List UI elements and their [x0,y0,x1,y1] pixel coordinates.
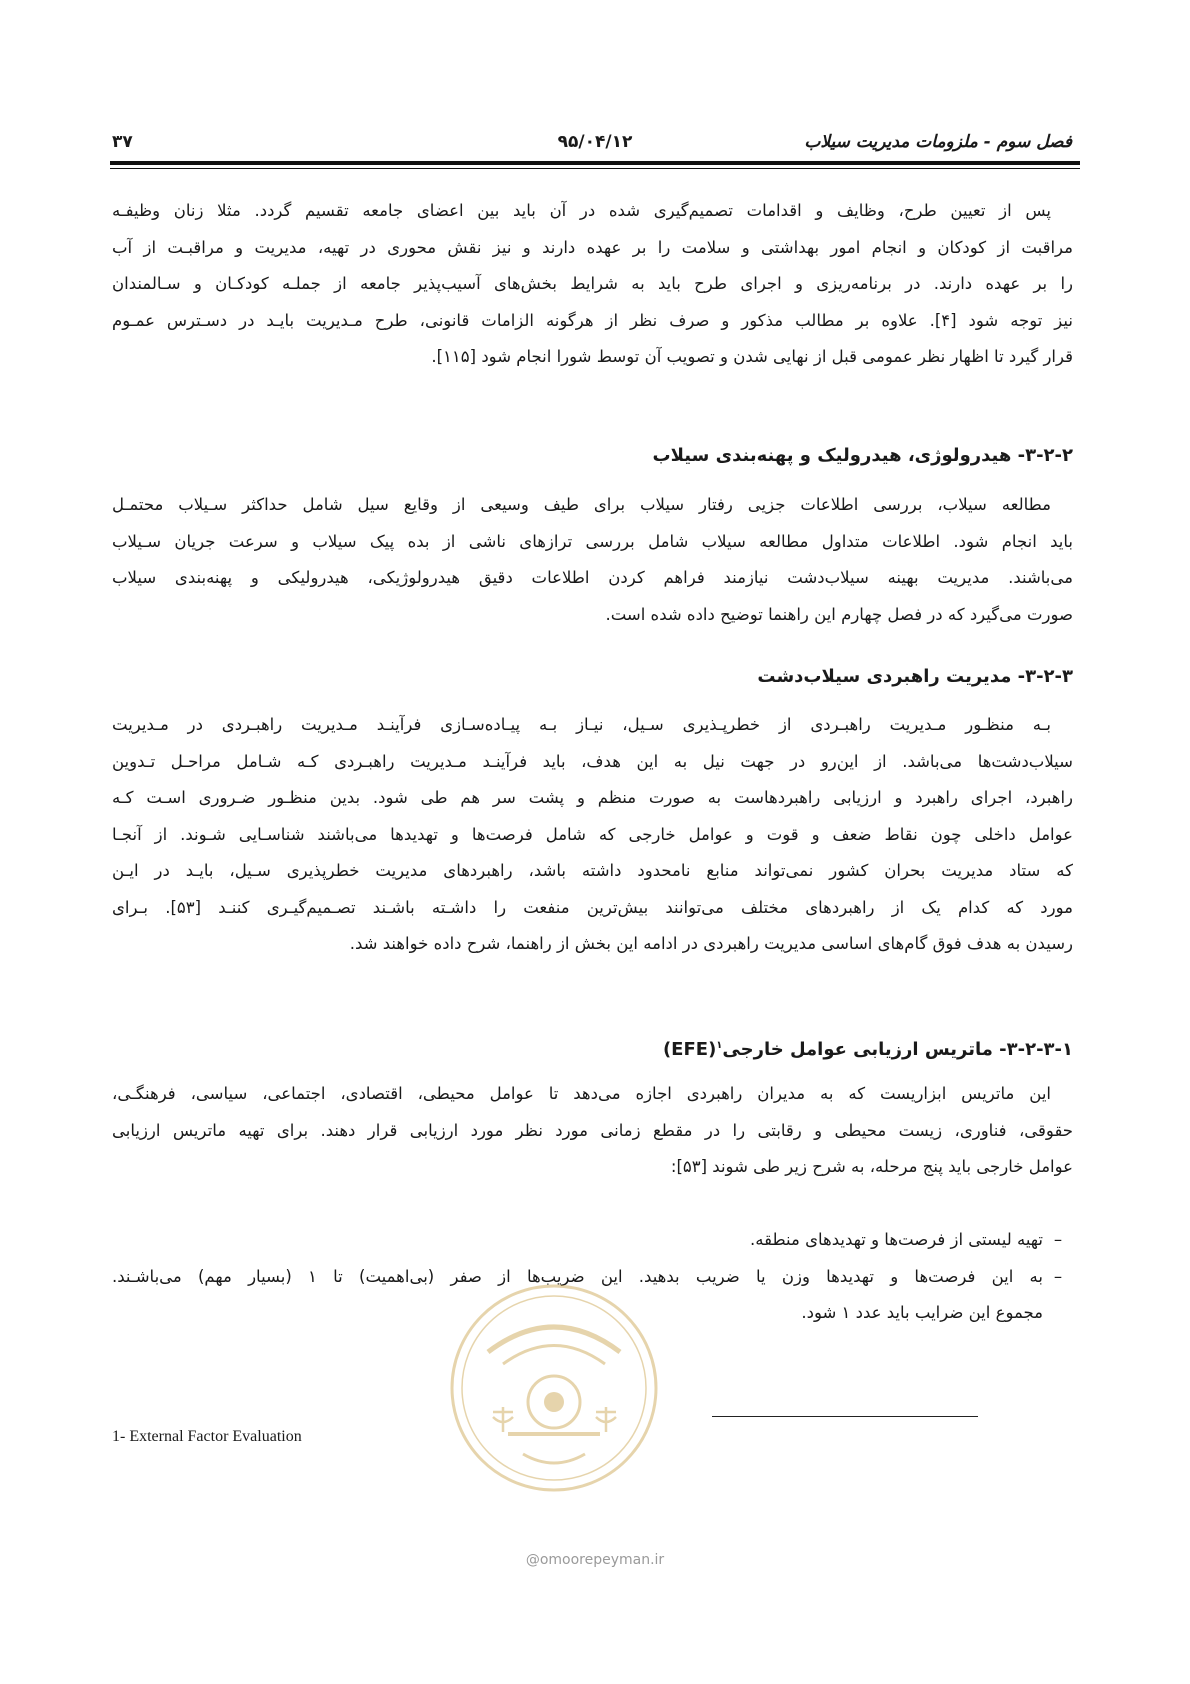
text-line: مورد که کدام یک از راهبردهای مختلف می‌توانند بیش‌ترین منفعت را داشـته باشـند تصـمیم‌گیـری کننـد [۵۳]. بـرای [112,897,1073,917]
section-3-2-3-1 [112,1031,1073,1065]
intro-paragraph [112,193,1073,376]
text-line: قرار گیرد تا اظهار نظر عمومی قبل از نهایی شدن و تصویب آن توسط شورا انجام شود [۱۱۵]. [431,347,1073,366]
section-heading: ۳-۲-۳- مدیریت راهبردی سیلاب‌دشت [757,666,1073,687]
list-item-text: تهیه لیستی از فرصت‌ها و تهدیدهای منطقه. [750,1230,1043,1249]
section-3-2-2 [112,441,1073,471]
footnote: 1- External Factor Evaluation [112,1428,302,1445]
subsection-heading [112,1031,1073,1065]
text-line: راهبرد، اجرای راهبرد و ارزیابی راهبردهاست به صورت منظم و پشت سر هم طی شود. بدین منظـور ضـروری اسـت کـه [112,788,1073,807]
text-line: پس از تعیین طرح، وظایف و اقدامات تصمیم‌گیری شده در آن باید بین اعضای جامعه تقسیم گردد. مثلا زنان وظیفـه [112,201,1051,220]
text-line: حقوقی، فناوری، زیست محیطی و رقابتی را در مقطع زمانی مورد نظر مورد ارزیابی قرار دهند. برای تهیه ماتریس ارزیابی [112,1120,1073,1140]
section-3-2-3-1-body [112,1076,1073,1186]
text-line: صورت می‌گیرد که در فصل چهارم این راهنما توضیح داده شده است. [605,604,1073,624]
footnote-rule [712,1416,978,1417]
text-line: را بر عهده دارند. در برنامه‌ریزی و اجرای طرح باید به شرایط بخش‌های آسیب‌پذیر جامعه از جملـه کودکـان و سـالمندان [112,274,1073,293]
header-rule-thick [110,161,1080,165]
text-line: عوامل خارجی باید پنج مرحله، به شرح زیر طی شوند [۵۳]: [670,1157,1073,1176]
text-line: می‌باشند. مدیریت بهینه سیلاب‌دشت نیازمند فراهم کردن اطلاعات دقیق هیدرولوژیکی، هیدرولیکی و پهنه‌بندی سیلاب [112,568,1073,587]
section-3-2-3 [112,662,1073,692]
text-line: باید انجام شود. اطلاعات متداول مطالعه سیلاب شامل بررسی ترازهای ناشی از بده پیک سیلاب و سرعت جریان سـیلاب [112,531,1073,551]
text-line: بـه منظـور مـدیریت راهبـردی از خطرپـذیری سـیل، نیـاز بـه پیـاده‌سـازی فرآینـد مـدیریت راهبـردی در مـدیریت [112,715,1051,734]
text-line: مراقبت از کودکان و انجام امور بهداشتی و سلامت را بر عهده دارند و نیز نقش محوری در تهیه، مدیریت و مراقبـت از آب [112,237,1073,257]
text-line: نیز توجه شود [۴]. علاوه بر مطالب مذکور و صرف نظر از هرگونه الزامات قانونی، طرح مـدیریت بایـد در دسـترس عمـوم [112,310,1073,330]
watermark-site: @omoorepeyman.ir [525,1552,665,1568]
text-line: سیلاب‌دشت‌ها می‌باشد. از این‌رو در جهت نیل به این هدف، باید فرآینـد مـدیریت راهبـردی کـه شـامل مراحـل تـدوین [112,751,1073,771]
bullet-dash: – [1053,1230,1063,1249]
section-heading: ۳-۲-۲- هیدرولوژی، هیدرولیک و پهنه‌بندی سیلاب [652,445,1073,466]
section-paragraph [112,707,1073,963]
page-number: ۳۷ [112,132,133,152]
section-paragraph [112,1076,1073,1186]
header-rule-thin [110,168,1080,169]
text-line: که ستاد مدیریت بحران کشور نمی‌تواند منابع نامحدود داشته باشد، راهبردهای مدیریت خطرپذیری سـیل، بایـد در ایـن [112,861,1073,880]
text-line: رسیدن به هدف فوق گام‌های اساسی مدیریت راهبردی در ادامه این بخش از راهنما، شرح داده خواهند شد. [349,934,1073,953]
heading-abbreviation: (EFE) [662,1039,717,1060]
text-line: مجموع این ضرایب باید عدد ۱ شود. [801,1303,1043,1322]
intro-paragraph-block [112,193,1073,376]
text-line: مطالعه سیلاب، بررسی اطلاعات جزیی رفتار سیلاب برای طیف وسیعی از وقایع سیل شامل حداکثر سـیلاب محتمـل [112,495,1051,514]
section-3-2-2-body [112,487,1073,633]
footnote-marker: ۱ [716,1040,723,1051]
chapter-title: فصل سوم - ملزومات مدیریت سیلاب [804,132,1072,152]
watermark-seal [448,1282,660,1494]
bullet-dash: – [1053,1266,1063,1286]
text-line: این ماتریس ابزاریست که به مدیران راهبردی اجازه می‌دهد تا عوامل محیطی، اقتصادی، اجتماعی، سیاسی، فرهنگـی، [112,1084,1051,1103]
text-line: به این فرصت‌ها و تهدیدها وزن یا ضریب بدهید. این ضریب‌ها از صفر (بی‌اهمیت) تا ۱ (بسیار مهم) می‌باشـند. [112,1266,1043,1286]
subsection-heading-text: ۳-۲-۳-۱- ماتریس ارزیابی عوامل خارجی [722,1039,1073,1060]
section-3-2-3-body [112,707,1073,963]
text-line: عوامل داخلی چون نقاط ضعف و قوت و عوامل خارجی که شامل فرصت‌ها و تهدیدها می‌باشند شناسـایی شـوند. از آنجـا [112,824,1073,844]
header-date: ۹۵/۰۴/۱۲ [557,132,633,152]
list-item [112,1222,1073,1259]
section-paragraph [112,487,1073,633]
